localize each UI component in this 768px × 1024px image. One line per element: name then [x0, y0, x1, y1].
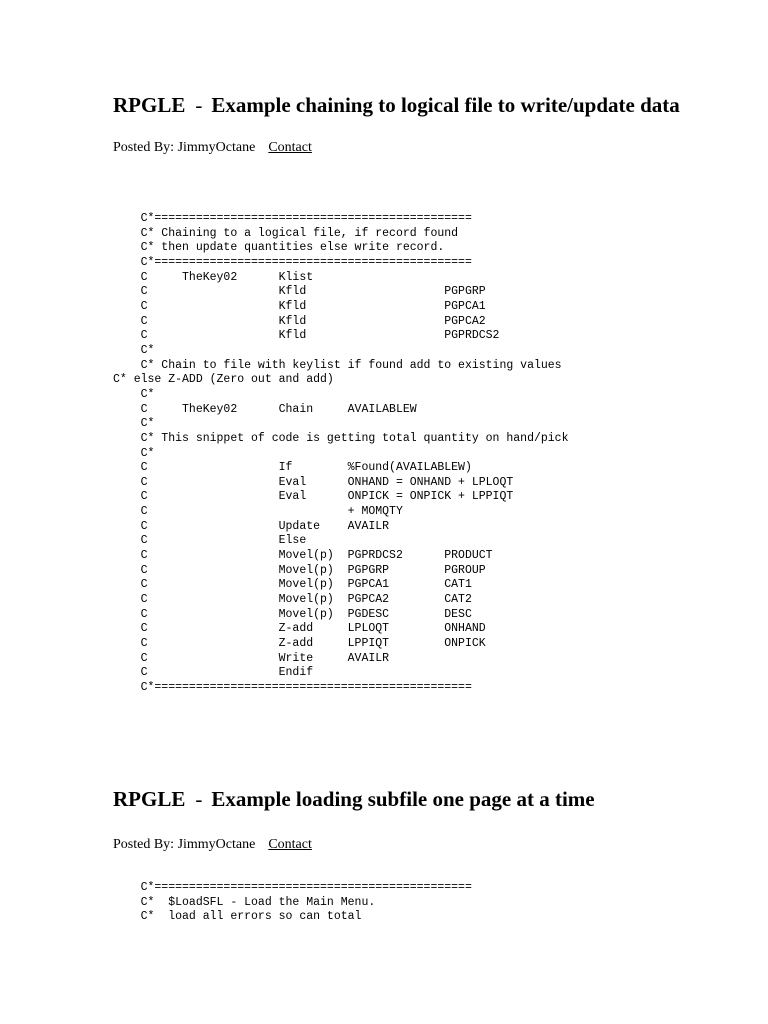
- post-loading-subfile: [113, 786, 713, 854]
- post-title: [113, 92, 713, 119]
- contact-link[interactable]: Contact: [268, 140, 312, 155]
- title-language: RPGLE: [113, 787, 186, 811]
- posted-by: Posted By: JimmyOctane: [113, 140, 256, 155]
- contact-link[interactable]: Contact: [268, 837, 312, 852]
- post-meta: [113, 139, 713, 157]
- post-title: [113, 786, 713, 813]
- code-block: C*============================================== C* Chaining to a logical file, if record found C* then update quantities else write record. C*============================================== C TheKey02 Klist C Kfld PGPGRP C Kfld PGPCA1 C Kfld PGPCA2 C Kfld PGPRDCS2 C* C* Chain to file with keylist if found add to existing values C* else Z-ADD (Zero out and add) C* C TheKey02 Chain AVAILABLEW C* C* This snippet of code is getting total quantity on hand/pick C* C If %Found(AVAILABLEW) C Eval ONHAND = ONHAND + LPLOQT C Eval ONPICK = ONPICK + LPPIQT C + MOMQTY C Update AVAILR C Else C Movel(p) PGPRDCS2 PRODUCT C Movel(p) PGPGRP PGROUP C Movel(p) PGPCA1 CAT1 C Movel(p) PGPCA2 CAT2 C Movel(p) PGDESC DESC C Z-add LPLOQT ONHAND C Z-add LPPIQT ONPICK C Write AVAILR C Endif C*==============================================: [113, 212, 569, 694]
- posted-by: Posted By: JimmyOctane: [113, 837, 256, 852]
- post-meta: [113, 836, 713, 854]
- title-separator: -: [195, 93, 203, 117]
- title-language: RPGLE: [113, 93, 186, 117]
- code-block: C*============================================== C* $LoadSFL - Load the Main Menu. C* load all errors so can total: [140, 881, 472, 924]
- title-separator: -: [195, 787, 203, 811]
- title-text: Example loading subfile one page at a time: [211, 787, 595, 811]
- post-chaining-logical-file: [113, 92, 713, 157]
- title-text: Example chaining to logical file to write/update data: [211, 93, 680, 117]
